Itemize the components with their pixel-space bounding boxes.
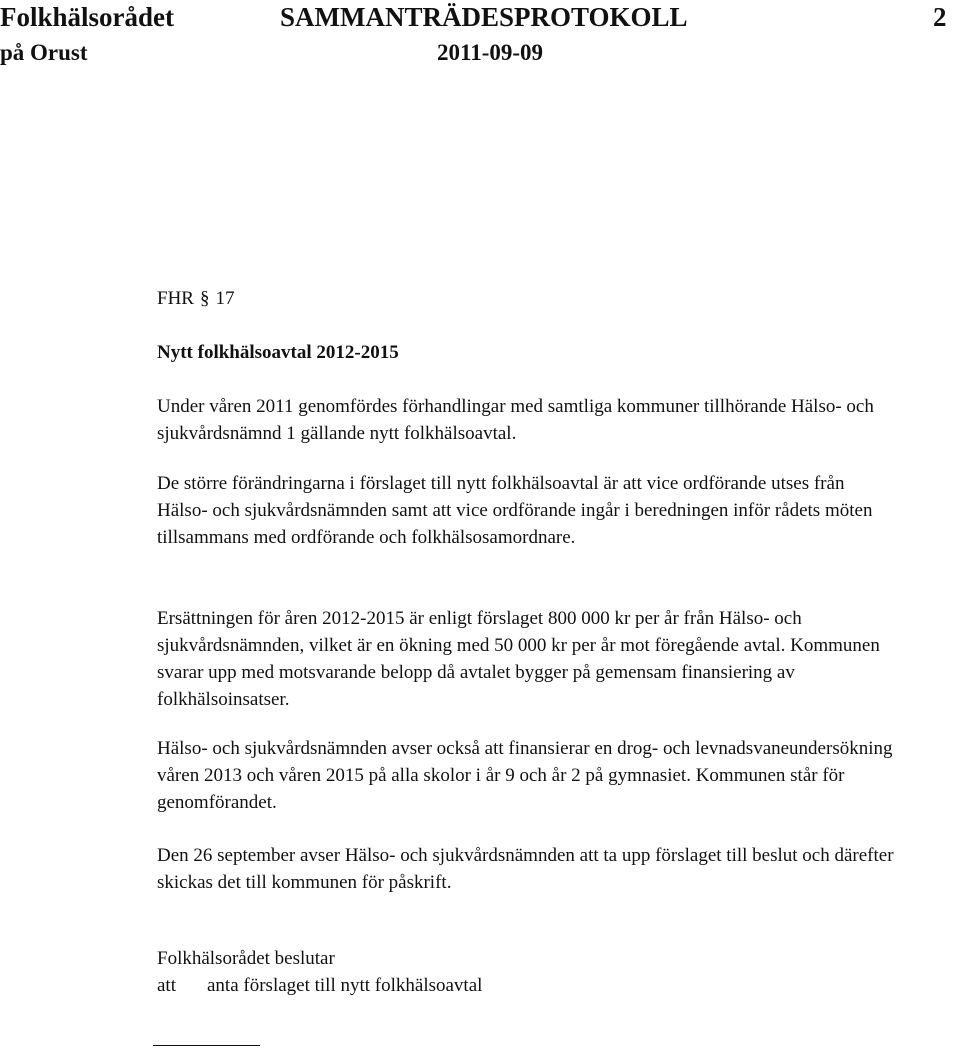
document-type: SAMMANTRÄDESPROTOKOLL [280,2,688,32]
att-text: anta förslaget till nytt folkhälsoavtal [207,975,483,996]
signature-line [153,1045,260,1046]
org-name: Folkhälsorådet [0,2,175,32]
section-number: 17 [215,288,235,309]
meeting-date: 2011-09-09 [437,40,544,65]
section-prefix: FHR [157,288,194,309]
paragraph-survey: Hälso- och sjukvårdsnämnden avser också att finansierar en drog- och levnadsvaneundersökning våren 2013 och våren 2015 på alla skolor i år 9 och år 2 på gymnasiet. Kommunen står för genomförandet. [157,738,893,813]
org-location: på Orust [0,40,88,65]
page-number: 2 [933,2,947,32]
paragraph-symbol-icon: § [199,288,210,309]
decision-heading: Folkhälsorådet beslutar [157,948,335,969]
paragraph-decision-date: Den 26 september avser Hälso- och sjukvårdsnämnden att ta upp förslaget till beslut och därefter skickas det till kommunen för påskrift. [157,845,894,893]
paragraph-changes: De större förändringarna i förslaget till nytt folkhälsoavtal är att vice ordförande utses från Hälso- och sjukvårdsnämnden samt att vice ordförande ingår i beredningen inför rådets möten tillsammans med ordförande och folkhälsosamordnare. [157,473,873,548]
decision-clause [157,972,917,999]
section-reference [157,285,917,312]
att-label: att [157,975,176,996]
paragraph-compensation: Ersättningen för åren 2012-2015 är enligt förslaget 800 000 kr per år från Hälso- och sjukvårdsnämnden, vilket är en ökning med 50 000 kr per år mot föregående avtal. Kommunen svarar upp med motsvarande belopp då avtalet bygger på gemensam finansiering av folkhälsoinsatser. [157,608,880,710]
section-title: Nytt folkhälsoavtal 2012-2015 [157,342,399,363]
paragraph-negotiations: Under våren 2011 genomfördes förhandlingar med samtliga kommuner tillhörande Hälso- och sjukvårdsnämnd 1 gällande nytt folkhälsoavtal. [157,396,874,444]
